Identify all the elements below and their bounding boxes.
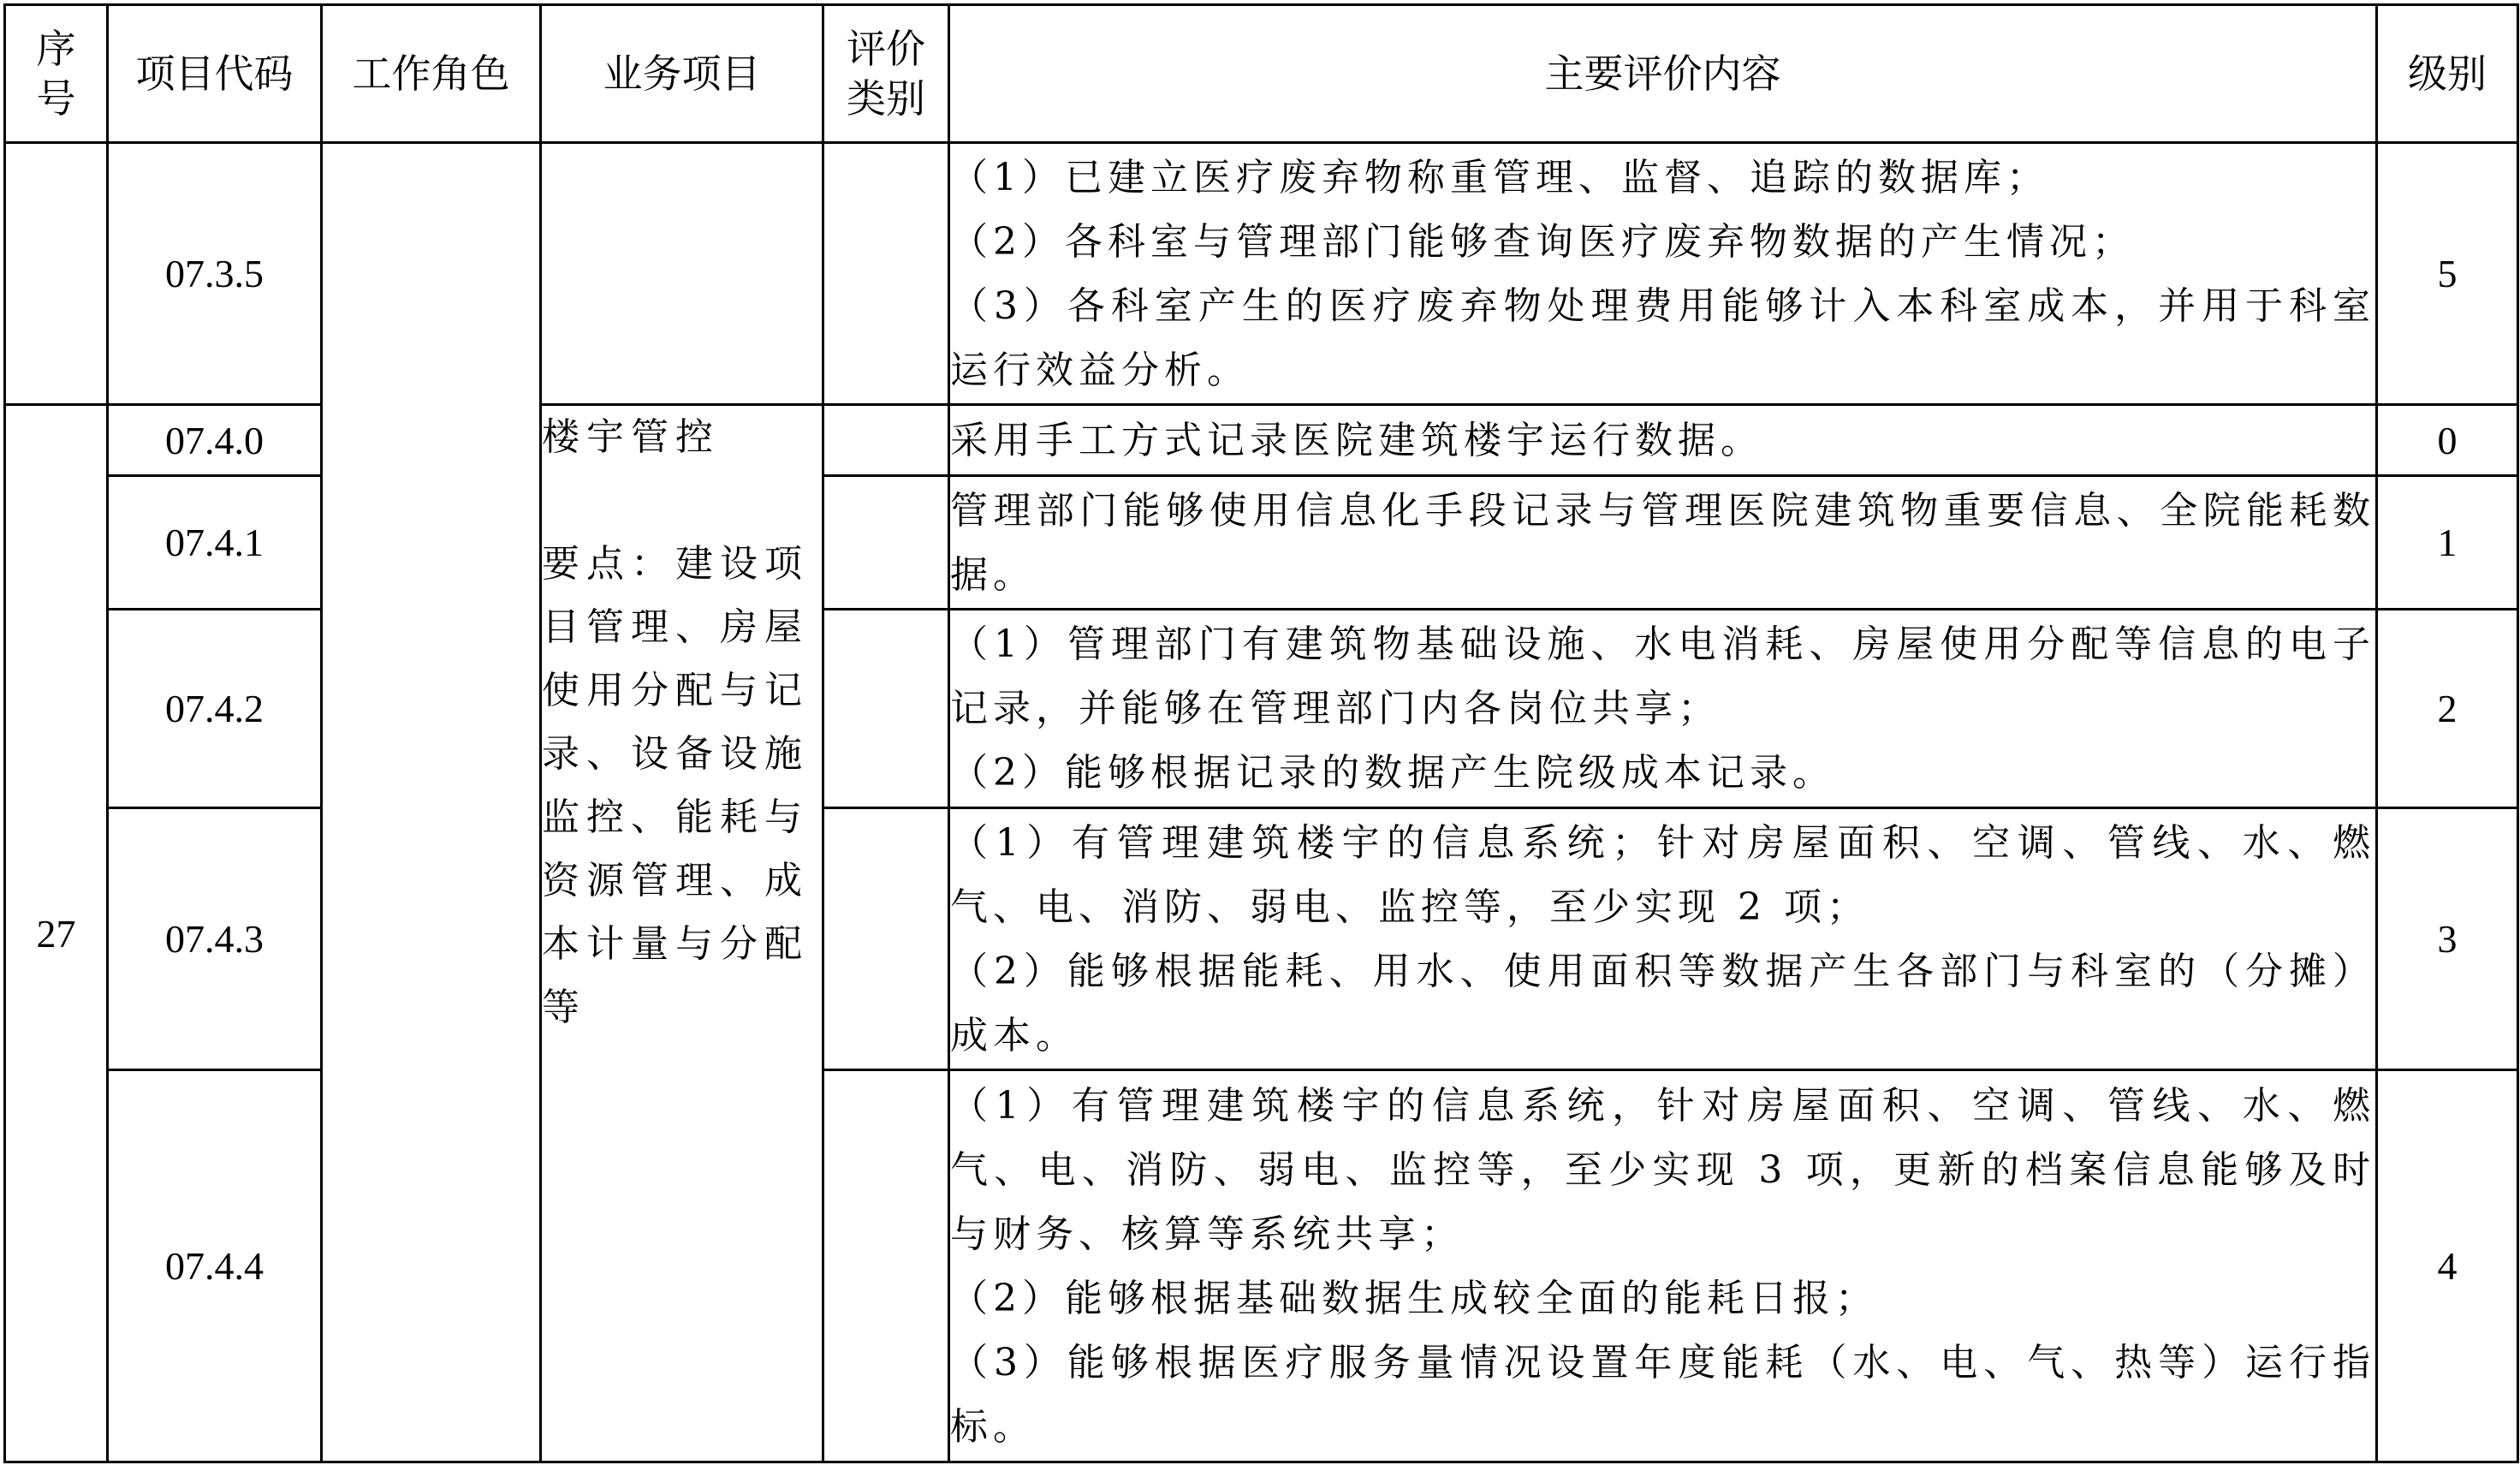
content-line: （1）已建立医疗废弃物称重管理、监督、追踪的数据库； — [950, 155, 2049, 200]
header-category — [823, 5, 949, 143]
level-cell: 2 — [2377, 610, 2518, 808]
header-seq — [5, 5, 108, 143]
content-cell — [949, 476, 2377, 610]
header-row — [5, 5, 2518, 143]
content-cell — [949, 1070, 2377, 1462]
level-cell: 1 — [2377, 476, 2518, 610]
code-cell: 07.4.1 — [108, 476, 322, 610]
business-points: 要点：建设项目管理、房屋使用分配与记录、设备设施监控、能耗与资源管理、成本计量与分配等 — [542, 542, 809, 1029]
header-role: 工作角色 — [322, 5, 541, 143]
content-cell — [949, 143, 2377, 405]
content-line: 管理部门能够使用信息化手段记录与管理医院建筑物重要信息、全院能耗数据。 — [950, 488, 2375, 597]
business-cell-empty — [541, 143, 823, 405]
category-cell — [823, 808, 949, 1070]
content-line: （1）有管理建筑楼宇的信息系统，针对房屋面积、空调、管线、水、燃气、电、消防、弱电、监控等，至少实现 3 项，更新的档案信息能够及时与财务、核算等系统共享； — [950, 1083, 2375, 1256]
header-category-line-1: 评价 — [847, 26, 925, 72]
business-title: 楼宇管控 — [542, 415, 720, 459]
content-line: （2）各科室与管理部门能够查询医疗废弃物数据的产生情况； — [950, 219, 2135, 264]
category-cell — [823, 405, 949, 476]
code-cell: 07.4.3 — [108, 808, 322, 1070]
level-cell: 4 — [2377, 1070, 2518, 1462]
header-business: 业务项目 — [541, 5, 823, 143]
seq-cell-empty — [5, 143, 108, 405]
content-line: 采用手工方式记录医院建筑楼宇运行数据。 — [950, 418, 1763, 462]
header-category-line-2: 类别 — [847, 75, 925, 122]
header-content: 主要评价内容 — [949, 5, 2377, 143]
role-cell — [322, 143, 541, 1462]
content-cell — [949, 808, 2377, 1070]
level-cell: 0 — [2377, 405, 2518, 476]
level-cell: 5 — [2377, 143, 2518, 405]
content-cell — [949, 405, 2377, 476]
evaluation-table — [3, 3, 2519, 1463]
category-cell — [823, 143, 949, 405]
code-cell: 07.4.2 — [108, 610, 322, 808]
header-level: 级别 — [2377, 5, 2518, 143]
code-cell: 07.3.5 — [108, 143, 322, 405]
seq-cell: 27 — [5, 405, 108, 1462]
code-cell: 07.4.0 — [108, 405, 322, 476]
content-line: （2）能够根据记录的数据产生院级成本记录。 — [950, 751, 1835, 795]
header-seq-line-2: 号 — [36, 75, 76, 122]
content-line: （3）能够根据医疗服务量情况设置年度能耗（水、电、气、热等）运行指标。 — [950, 1340, 2375, 1449]
content-line: （1）管理部门有建筑物基础设施、水电消耗、房屋使用分配等信息的电子记录，并能够在管理部门内各岗位共享； — [950, 622, 2375, 730]
level-cell: 3 — [2377, 808, 2518, 1070]
category-cell — [823, 476, 949, 610]
header-code: 项目代码 — [108, 5, 322, 143]
content-cell — [949, 610, 2377, 808]
table-row — [5, 143, 2518, 405]
content-line: （2）能够根据能耗、用水、使用面积等数据产生各部门与科室的（分摊）成本。 — [950, 949, 2375, 1057]
business-cell — [541, 405, 823, 1462]
content-line: （3）各科室产生的医疗废弃物处理费用能够计入本科室成本，并用于科室运行效益分析。 — [950, 283, 2375, 392]
category-cell — [823, 1070, 949, 1462]
header-seq-line-1: 序 — [36, 26, 76, 72]
code-cell: 07.4.4 — [108, 1070, 322, 1462]
category-cell — [823, 610, 949, 808]
content-line: （1）有管理建筑楼宇的信息系统；针对房屋面积、空调、管线、水、燃气、电、消防、弱电、监控等，至少实现 2 项； — [950, 820, 2375, 929]
content-line: （2）能够根据基础数据生成较全面的能耗日报； — [950, 1276, 1878, 1320]
